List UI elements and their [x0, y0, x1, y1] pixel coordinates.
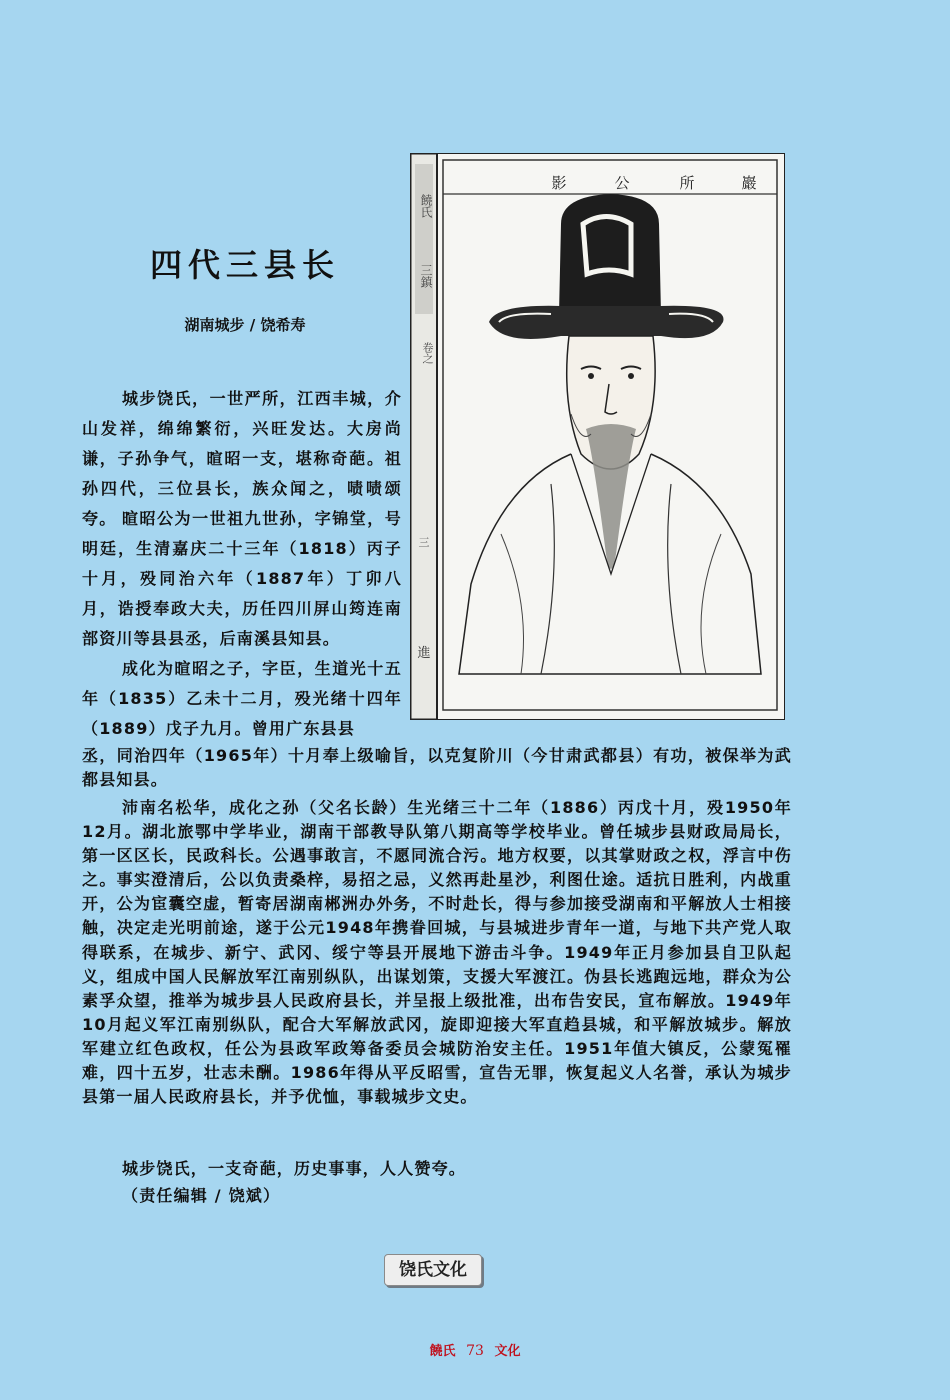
article-paragraph-closing: 城步饶氏，一支奇葩，历史事事，人人赞夸。 — [122, 1159, 467, 1178]
article-paragraph-intro: 城步饶氏，一世严所，江西丰城，介山发祥，绵绵繁衍，兴旺发达。大房尚谦，子孙争气，暄昭一支，堪称奇葩。祖孙四代，三位县长，族众闻之，啧啧颂夸。 — [82, 389, 402, 528]
portrait-label-char-1: 巖 — [741, 174, 757, 192]
portrait-drawing — [411, 154, 784, 719]
portrait-spine-volume: 三鎮 — [419, 264, 433, 288]
page-footer — [380, 1340, 570, 1359]
article-paragraph-peinan: 沛南名松华，成化之孙（父名长龄）生光绪三十二年（1886）丙戊十月，殁1950年12月。湖北旅鄂中学毕业，湖南干部教导队第八期高等学校毕业。曾任城步县财政局局长，第一区区长，民政科长。公遇事敢言，不愿同流合污。地方权要，以其掌财政之权，浮言中伤之。事实澄清后，公以负责桑梓，易招之忌，义然再赴星沙，利图仕途。适抗日胜利，内战重开，公为宦囊空虚，暂寄居湖南郴洲办外务，不时赴长，得与参加接受湖南和平解放人士相接触，决定走光明前途，遂于公元1948年携眷回城，与县城进步青年一道，与地下共产党人取得联系，在城步、新宁、武冈、绥宁等县开展地下游击斗争。1949年正月参加县自卫队起义，组成中国人民解放军江南别纵队，出谋划策，支援大军渡江。伪县长逃跑远地，群众为公素孚众望，推举为城步县人民政府县长，并呈报上级批准，出布告安民，宣布解放。1949年10月起义军江南别纵队，配合大军解放武冈，旋即迎接大军直趋县城，和平解放城步。解放军建立红色政权，任公为县政军政筹备委员会城防治安主任。1951年值大镇反，公蒙冤罹难，四十五岁，壮志未酬。1986年得从平反昭雪，宣告无罪，恢复起义人名誉，承认为城步县第一届人民政府县长，并予优恤，事载城步文史。 — [82, 798, 792, 1107]
article-editor-credit: （责任编辑 / 饶斌） — [122, 1186, 281, 1205]
ancestor-portrait — [410, 153, 785, 720]
portrait-label-char-4: 影 — [551, 174, 567, 192]
page-number: 73 — [466, 1343, 484, 1359]
footer-right-text: 文化 — [494, 1344, 521, 1359]
article-paragraph-chenghua: 成化为暄昭之子，字臣，生道光十五年（1835）乙未十二月，殁光绪十四年（1889）戊子九月。曾用广东县县 — [82, 659, 402, 738]
portrait-spine-number: 三 — [418, 536, 430, 549]
section-tag: 饶氏文化 — [384, 1254, 482, 1286]
article-title: 四代三县长 — [149, 246, 340, 284]
portrait-spine-title: 饒氏 — [419, 194, 433, 218]
portrait-spine-bottom: 進 — [417, 646, 431, 661]
article-byline: 湖南城步 / 饶希寿 — [184, 316, 306, 334]
portrait-spine-juan: 卷之 — [421, 342, 434, 364]
portrait-label-char-2: 所 — [679, 174, 695, 192]
article-paragraph-xuanzhao: 暄昭公为一世祖九世孙，字锦堂，号明廷，生清嘉庆二十三年（1818）丙子十月，殁同治六年（1887年）丁卯八月，诰授奉政大夫，历任四川屏山筠连南部资川等县县丞，后南溪县知县。 — [82, 509, 402, 648]
footer-left-text: 饒氏 — [429, 1344, 456, 1359]
portrait-label-char-3: 公 — [614, 174, 630, 192]
article-paragraph-chenghua-cont: 丞，同治四年（1965年）十月奉上级喻旨，以克复阶川（今甘肃武都县）有功，被保举为武都县知县。 — [82, 746, 792, 790]
